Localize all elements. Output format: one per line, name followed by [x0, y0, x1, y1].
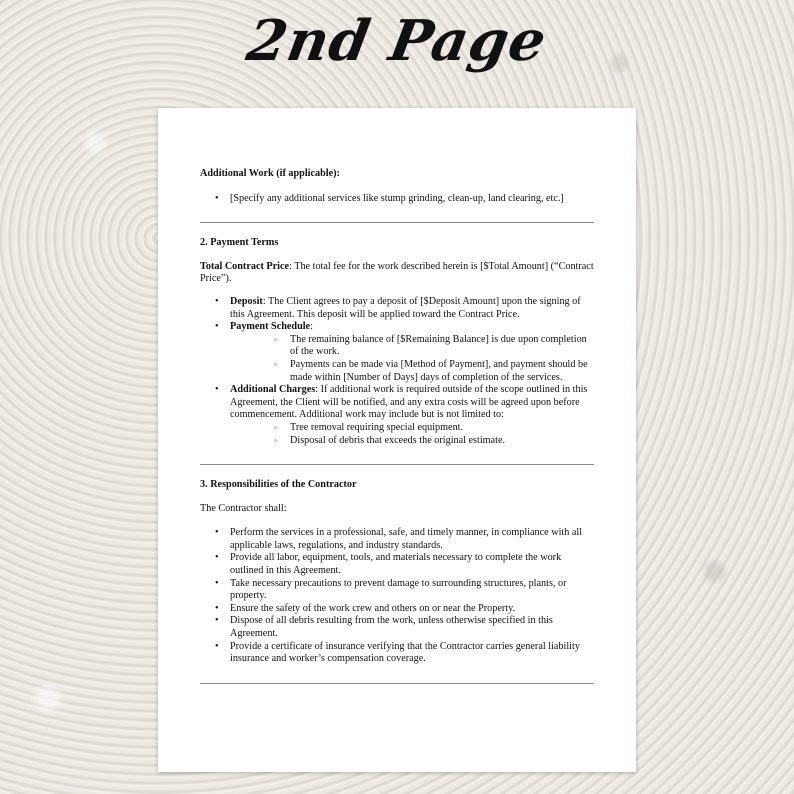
total-contract-price-text: : The total fee for the work described herein is [$Total Amount] (“Contract Price”).	[200, 260, 594, 285]
deposit-label: Deposit	[230, 295, 263, 307]
responsibilities-heading: 3. Responsibilities of the Contractor	[200, 479, 357, 491]
deposit-text: : The Client agrees to pay a deposit of [$Deposit Amount] upon the signing of this Agreement. This deposit will be applied toward the Contract Price.	[230, 295, 581, 320]
document-page	[158, 108, 636, 772]
payment-terms-heading: 2. Payment Terms	[200, 237, 279, 249]
list-item	[200, 384, 594, 447]
list-item: ◦ Payments can be made via [Method of Payment], and payment should be made within [Number of Days] days of completion of the services.	[230, 359, 594, 384]
list-item: • Take necessary precautions to prevent damage to surrounding structures, plants, or property.	[200, 578, 594, 603]
section-divider	[200, 683, 594, 684]
section-divider	[200, 464, 594, 465]
list-item: • Ensure the safety of the work crew and others on or near the Property.	[200, 603, 594, 616]
total-contract-price-label: Total Contract Price	[200, 260, 290, 272]
responsibilities-list	[200, 527, 594, 666]
list-item: ◦ The remaining balance of [$Remaining Balance] is due upon completion of the work.	[230, 334, 594, 359]
list-item	[200, 321, 594, 384]
list-item: ◦ Disposal of debris that exceeds the original estimate.	[230, 435, 594, 448]
payment-schedule-colon: :	[310, 321, 313, 333]
list-item	[200, 296, 594, 321]
payment-terms-list	[200, 296, 594, 447]
list-item: • Perform the services in a professional, safe, and timely manner, in compliance with all applicable laws, regulations, and industry standards.	[200, 527, 594, 552]
list-item: • Provide all labor, equipment, tools, and materials necessary to complete the work outlined in this Agreement.	[200, 552, 594, 577]
additional-work-heading: Additional Work (if applicable):	[200, 168, 340, 179]
total-contract-price	[200, 261, 594, 286]
additional-charges-label: Additional Charges	[230, 384, 316, 396]
payment-schedule-label: Payment Schedule	[230, 321, 311, 333]
page-title: 2nd Page	[242, 8, 552, 74]
additional-work-list	[200, 193, 594, 206]
responsibilities-intro: The Contractor shall:	[200, 502, 287, 514]
list-item: ◦ Tree removal requiring special equipment.	[230, 422, 594, 435]
section-divider	[200, 222, 594, 223]
payment-schedule-list	[230, 334, 594, 384]
list-item: • Dispose of all debris resulting from the work, unless otherwise specified in this Agreement.	[200, 615, 594, 640]
document-content	[200, 168, 594, 684]
list-item: • [Specify any additional services like stump grinding, clean-up, land clearing, etc.]	[200, 193, 594, 206]
additional-charges-text: : If additional work is required outside of the scope outlined in this Agreement, the Client will be notified, and any extra costs will be agreed upon before commencement. Additional work may include but is not limited to:	[230, 384, 588, 421]
list-item: • Provide a certificate of insurance verifying that the Contractor carries general liability insurance and worker’s compensation coverage.	[200, 641, 594, 666]
additional-charges-list	[230, 422, 594, 447]
